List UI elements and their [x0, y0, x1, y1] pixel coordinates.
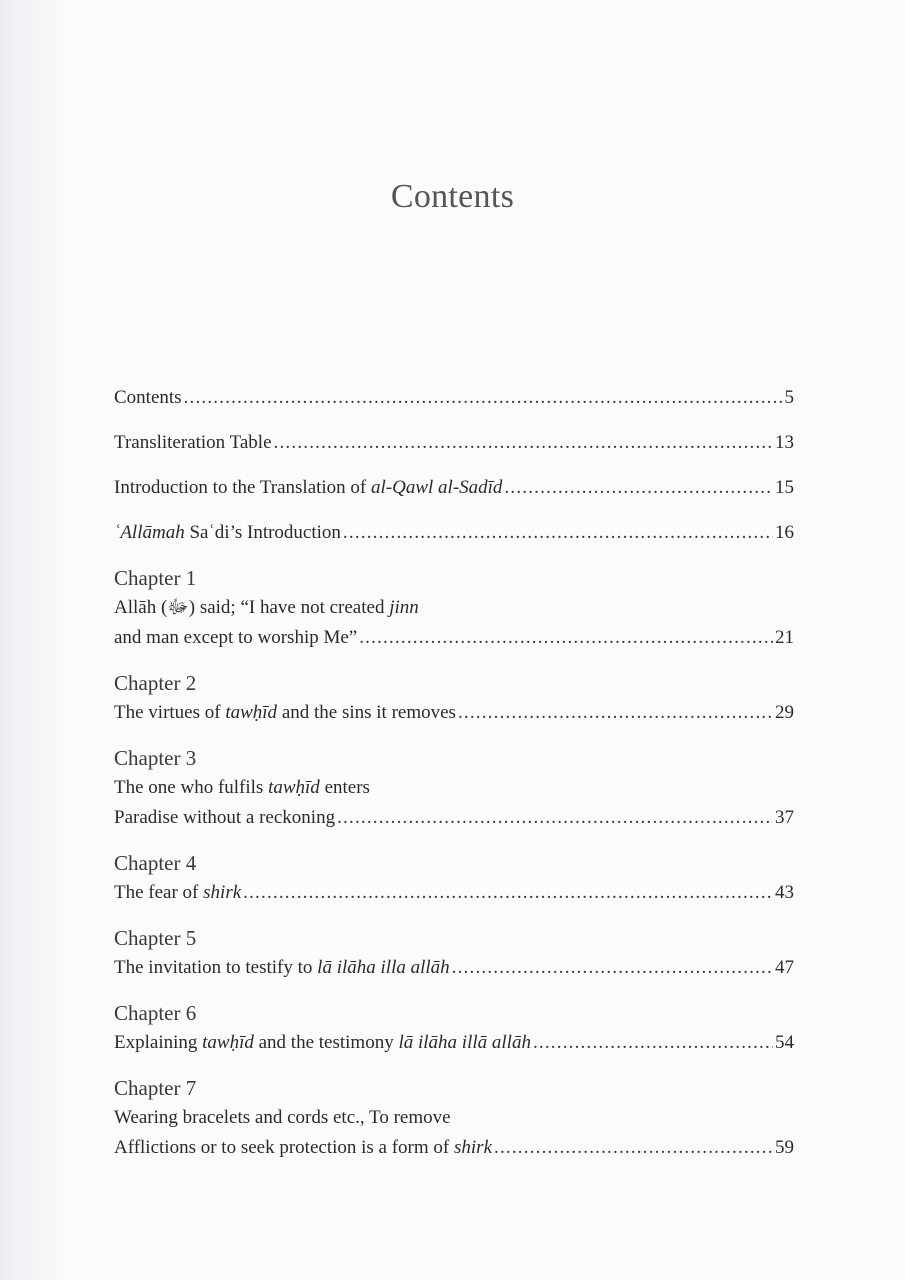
page-number: 47 — [775, 957, 794, 978]
page-number: 21 — [775, 627, 794, 648]
page-number: 29 — [775, 702, 794, 723]
page-number: 54 — [775, 1032, 794, 1053]
chapter-heading: Chapter 6 — [114, 1001, 197, 1025]
page-number: 15 — [775, 477, 794, 498]
page-number: 43 — [775, 882, 794, 903]
dot-leader — [243, 878, 773, 908]
dot-leader — [343, 518, 773, 548]
chapter-heading: Chapter 2 — [114, 671, 197, 695]
dot-leader — [494, 1133, 773, 1163]
page-number: 13 — [775, 432, 794, 453]
page-number: 16 — [775, 522, 794, 543]
page-number: 59 — [775, 1137, 794, 1158]
author-honorific: ʿAllāmah — [114, 522, 185, 543]
dot-leader — [184, 383, 783, 413]
entry-title: Contents — [114, 387, 182, 408]
entry-title: Transliteration Table — [114, 432, 272, 453]
toc-entry-transliteration[interactable] — [114, 428, 794, 458]
dot-leader — [274, 428, 773, 458]
dot-leader — [452, 953, 773, 983]
toc-chapter-4[interactable]: Chapter 4 The fear of shirk ..... 43 — [114, 848, 794, 908]
dot-leader — [504, 473, 773, 503]
toc-chapter-7[interactable]: Chapter 7 Wearing bracelets and cords etc., To remove Afflictions or to seek protection is a form of shirk ..... 59 — [114, 1073, 794, 1163]
toc-entry-author-introduction[interactable] — [114, 518, 794, 548]
entry-title: ʿAllāmah Saʿdi’s Introduction — [114, 522, 341, 543]
dot-leader — [359, 623, 773, 653]
dot-leader — [337, 803, 773, 833]
chapter-heading: Chapter 4 — [114, 851, 197, 875]
entry-title: Introduction to the Translation of al-Qawl al-Sadīd — [114, 477, 503, 498]
dot-leader — [533, 1028, 773, 1058]
table-of-contents — [114, 383, 794, 1178]
toc-chapter-2[interactable]: Chapter 2 The virtues of tawḥīd and the sins it removes ..... 29 — [114, 668, 794, 728]
chapter-heading: Chapter 3 — [114, 746, 197, 770]
toc-chapter-1[interactable]: Chapter 1 Allāh (ﷻ) said; “I have not created jinn and man except to worship Me” ..... 21 — [114, 563, 794, 653]
toc-chapter-3[interactable]: Chapter 3 The one who fulfils tawḥīd enters Paradise without a reckoning ..... 37 — [114, 743, 794, 833]
page-title: Contents — [390, 178, 515, 215]
toc-entry-contents[interactable] — [114, 383, 794, 413]
book-title: al-Qawl al-Sadīd — [371, 477, 503, 498]
toc-entry-introduction-translation[interactable] — [114, 473, 794, 503]
dot-leader — [458, 698, 773, 728]
chapter-heading: Chapter 5 — [114, 926, 197, 950]
page-number: 5 — [784, 387, 794, 408]
page-number: 37 — [775, 807, 794, 828]
chapter-heading: Chapter 7 — [114, 1076, 197, 1100]
toc-chapter-5[interactable]: Chapter 5 The invitation to testify to lā ilāha illa allāh ..... 47 — [114, 923, 794, 983]
chapter-heading: Chapter 1 — [114, 566, 197, 590]
toc-chapter-6[interactable]: Chapter 6 Explaining tawḥīd and the testimony lā ilāha illā allāh ..... 54 — [114, 998, 794, 1058]
